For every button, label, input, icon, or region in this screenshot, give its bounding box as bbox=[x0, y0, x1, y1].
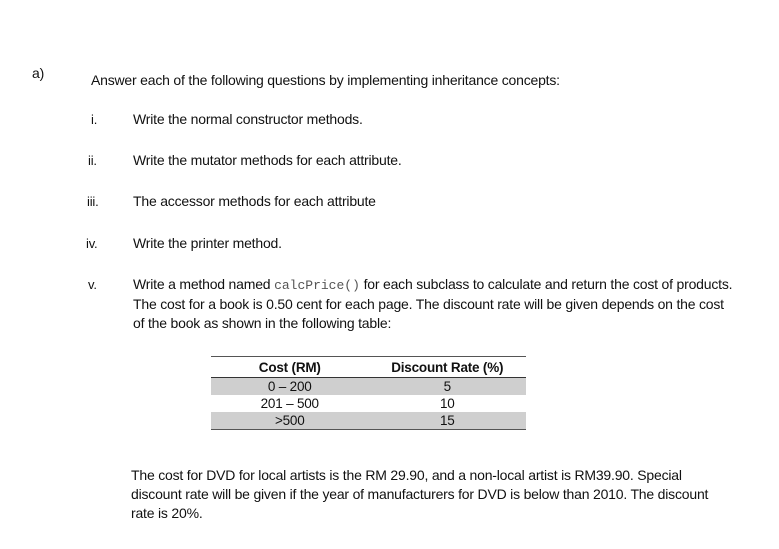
table-cell: 0 – 200 bbox=[211, 378, 369, 396]
item-number: ii. bbox=[88, 153, 97, 168]
table-cell: 15 bbox=[369, 412, 527, 430]
item-v-post: for each subclass to calculate and return the cost of products. The cost for a book is 0.50 cent for each page. The discount rate will be given depends on the cost of the book as shown in the following table: bbox=[133, 276, 733, 331]
table-cell: >500 bbox=[211, 412, 369, 430]
table-row bbox=[211, 412, 526, 430]
item-text: Write the mutator methods for each attribute. bbox=[133, 152, 402, 168]
item-number: v. bbox=[88, 277, 97, 292]
table-cell: 201 – 500 bbox=[260, 396, 319, 411]
table-row bbox=[211, 395, 526, 412]
item-text: Write the normal constructor methods. bbox=[133, 111, 363, 127]
intro-text: Answer each of the following questions by implementing inheritance concepts: bbox=[91, 72, 560, 88]
item-v-text bbox=[133, 275, 733, 333]
table-cell: 5 bbox=[369, 378, 527, 396]
item-number: iii. bbox=[87, 194, 99, 209]
table-header-discount: Discount Rate (%) bbox=[369, 357, 527, 378]
item-number: iv. bbox=[86, 236, 98, 251]
table-row bbox=[211, 378, 526, 396]
table-header-cost: Cost (RM) bbox=[211, 357, 369, 378]
dvd-paragraph: The cost for DVD for local artists is the RM 29.90, and a non-local artist is RM39.90. Special discount rate will be given if the year of manufacturers for DVD is below than 2010. The discount rate is 20%. bbox=[131, 467, 709, 521]
item-text: The accessor methods for each attribute bbox=[133, 193, 376, 209]
method-name-code: calcPrice() bbox=[274, 278, 360, 293]
section-label: a) bbox=[32, 65, 45, 81]
item-v-pre: Write a method named bbox=[133, 276, 275, 292]
item-number: i. bbox=[91, 112, 98, 127]
discount-table bbox=[211, 356, 526, 430]
item-text: Write the printer method. bbox=[133, 235, 282, 251]
table-cell: 10 bbox=[439, 396, 455, 411]
